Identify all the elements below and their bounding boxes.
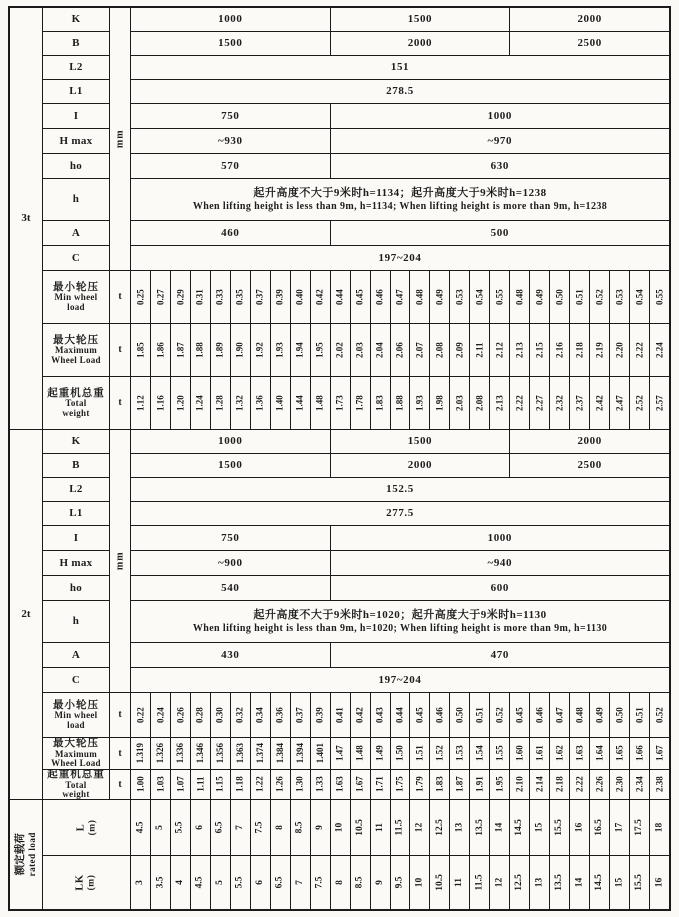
min-wheel-load-value: 0.52 xyxy=(590,271,609,323)
unit-t: t xyxy=(110,324,130,376)
lk-value: 9 xyxy=(371,856,390,909)
dim-a-value: 460 xyxy=(131,221,330,245)
max-wheel-load-value: 2.13 xyxy=(510,324,529,376)
min-wheel-load-value: 0.37 xyxy=(291,693,310,737)
l-value: 14.5 xyxy=(510,800,529,855)
total-weight-value: 1.88 xyxy=(391,377,410,429)
lk-value: 3.5 xyxy=(151,856,170,909)
dim-c-value: 197~204 xyxy=(131,668,669,692)
l-value: 17 xyxy=(610,800,629,855)
unit-t: t xyxy=(110,693,130,737)
dim-h-max-value: ~940 xyxy=(331,551,669,575)
section-label-3t: 3t xyxy=(10,8,42,429)
lk-value: 5 xyxy=(211,856,230,909)
l-value: 16.5 xyxy=(590,800,609,855)
min-wheel-load-value: 0.54 xyxy=(470,271,489,323)
row-label-lk: LK (m) xyxy=(43,856,130,909)
total-weight-value: 2.34 xyxy=(630,770,649,799)
rated-load-label: 额定载荷 rated load xyxy=(10,800,42,909)
param-ho: ho xyxy=(43,576,109,600)
max-wheel-load-value: 1.49 xyxy=(371,738,390,769)
max-wheel-load-value: 2.08 xyxy=(430,324,449,376)
max-wheel-load-value: 1.92 xyxy=(251,324,270,376)
max-wheel-load-value: 1.401 xyxy=(311,738,330,769)
dim-ho-value: 600 xyxy=(331,576,669,600)
l-value: 7.5 xyxy=(251,800,270,855)
min-wheel-load-value: 0.42 xyxy=(351,693,370,737)
total-weight-value: 2.32 xyxy=(550,377,569,429)
min-wheel-load-value: 0.55 xyxy=(650,271,669,323)
max-wheel-load-value: 2.12 xyxy=(490,324,509,376)
total-weight-value: 1.12 xyxy=(131,377,150,429)
total-weight-value: 2.13 xyxy=(490,377,509,429)
lk-value: 12.5 xyxy=(510,856,529,909)
lk-value: 3 xyxy=(131,856,150,909)
l-value: 12.5 xyxy=(430,800,449,855)
max-wheel-load-value: 1.63 xyxy=(570,738,589,769)
l-value: 15.5 xyxy=(550,800,569,855)
max-wheel-load-value: 1.50 xyxy=(391,738,410,769)
min-wheel-load-value: 0.45 xyxy=(351,271,370,323)
param-a: A xyxy=(43,221,109,245)
dim-ho-value: 570 xyxy=(131,154,330,178)
min-wheel-load-value: 0.42 xyxy=(311,271,330,323)
l-value: 5 xyxy=(151,800,170,855)
lk-value: 13.5 xyxy=(550,856,569,909)
dim-b-value: 2000 xyxy=(331,32,510,55)
lk-value: 4 xyxy=(171,856,190,909)
max-wheel-load-value: 1.88 xyxy=(191,324,210,376)
l-value: 16 xyxy=(570,800,589,855)
dim-i-value: 750 xyxy=(131,526,330,550)
total-weight-value: 1.44 xyxy=(291,377,310,429)
max-wheel-load-value: 1.374 xyxy=(251,738,270,769)
param-l2: L2 xyxy=(43,478,109,501)
l-value: 12 xyxy=(410,800,429,855)
l-value: 13 xyxy=(450,800,469,855)
lk-value: 9.5 xyxy=(391,856,410,909)
lk-value: 15 xyxy=(610,856,629,909)
param-l2: L2 xyxy=(43,56,109,79)
total-weight-value: 1.95 xyxy=(490,770,509,799)
total-weight-value: 1.40 xyxy=(271,377,290,429)
max-wheel-load-value: 1.356 xyxy=(211,738,230,769)
min-wheel-load-value: 0.49 xyxy=(590,693,609,737)
total-weight-value: 1.16 xyxy=(151,377,170,429)
min-wheel-load-value: 0.50 xyxy=(610,693,629,737)
min-wheel-load-value: 0.48 xyxy=(570,693,589,737)
max-wheel-load-value: 2.20 xyxy=(610,324,629,376)
dim-l1-value: 277.5 xyxy=(131,502,669,525)
total-weight-value: 1.91 xyxy=(470,770,489,799)
crane-spec-table xyxy=(8,6,671,911)
row-label-min-wheel-load: 最小轮压 Min wheel load xyxy=(43,271,109,323)
dim-ho-value: 630 xyxy=(331,154,669,178)
min-wheel-load-value: 0.39 xyxy=(271,271,290,323)
total-weight-value: 2.52 xyxy=(630,377,649,429)
max-wheel-load-value: 1.86 xyxy=(151,324,170,376)
min-wheel-load-value: 0.46 xyxy=(371,271,390,323)
max-wheel-load-value: 2.04 xyxy=(371,324,390,376)
max-wheel-load-value: 1.53 xyxy=(450,738,469,769)
max-wheel-load-value: 2.11 xyxy=(470,324,489,376)
dim-k-value: 1500 xyxy=(331,430,510,453)
total-weight-value: 1.71 xyxy=(371,770,390,799)
max-wheel-load-value: 1.51 xyxy=(410,738,429,769)
max-wheel-load-value: 2.15 xyxy=(530,324,549,376)
row-label-min-wheel-load: 最小轮压 Min wheel load xyxy=(43,693,109,737)
min-wheel-load-value: 0.50 xyxy=(450,693,469,737)
max-wheel-load-value: 1.61 xyxy=(530,738,549,769)
unit-t: t xyxy=(110,738,130,769)
dim-b-value: 2500 xyxy=(510,454,669,477)
max-wheel-load-value: 1.384 xyxy=(271,738,290,769)
dim-h-note: 起升高度不大于9米时h=1134；起升高度大于9米时h=1238 When lifting height is less than 9m, h=1134; When lifting height is more than 9m, h=1238 xyxy=(131,179,669,220)
dim-a-value: 470 xyxy=(331,643,669,667)
max-wheel-load-value: 1.85 xyxy=(131,324,150,376)
total-weight-value: 1.73 xyxy=(331,377,350,429)
total-weight-value: 1.26 xyxy=(271,770,290,799)
l-value: 17.5 xyxy=(630,800,649,855)
unit-mm: mm xyxy=(110,8,130,270)
total-weight-value: 2.22 xyxy=(570,770,589,799)
l-value: 15 xyxy=(530,800,549,855)
total-weight-value: 2.38 xyxy=(650,770,669,799)
l-value: 11.5 xyxy=(391,800,410,855)
min-wheel-load-value: 0.30 xyxy=(211,693,230,737)
dim-l2-value: 152.5 xyxy=(131,478,669,501)
min-wheel-load-value: 0.37 xyxy=(251,271,270,323)
total-weight-value: 1.15 xyxy=(211,770,230,799)
max-wheel-load-value: 1.48 xyxy=(351,738,370,769)
total-weight-value: 2.08 xyxy=(470,377,489,429)
dim-k-value: 1000 xyxy=(131,8,330,31)
total-weight-value: 2.03 xyxy=(450,377,469,429)
max-wheel-load-value: 1.89 xyxy=(211,324,230,376)
l-value: 5.5 xyxy=(171,800,190,855)
lk-value: 10.5 xyxy=(430,856,449,909)
param-l1: L1 xyxy=(43,80,109,103)
param-l1: L1 xyxy=(43,502,109,525)
max-wheel-load-value: 2.03 xyxy=(351,324,370,376)
lk-value: 14 xyxy=(570,856,589,909)
max-wheel-load-value: 2.22 xyxy=(630,324,649,376)
min-wheel-load-value: 0.44 xyxy=(331,271,350,323)
total-weight-value: 1.28 xyxy=(211,377,230,429)
dim-k-value: 1000 xyxy=(131,430,330,453)
min-wheel-load-value: 0.53 xyxy=(610,271,629,323)
min-wheel-load-value: 0.51 xyxy=(470,693,489,737)
dim-i-value: 750 xyxy=(131,104,330,128)
param-a: A xyxy=(43,643,109,667)
total-weight-value: 2.30 xyxy=(610,770,629,799)
row-label-total-weight: 起重机总重 Total weight xyxy=(43,377,109,429)
dim-l2-value: 151 xyxy=(131,56,669,79)
min-wheel-load-value: 0.31 xyxy=(191,271,210,323)
total-weight-value: 1.30 xyxy=(291,770,310,799)
lk-value: 14.5 xyxy=(590,856,609,909)
dim-k-value: 1500 xyxy=(331,8,510,31)
max-wheel-load-value: 2.09 xyxy=(450,324,469,376)
total-weight-value: 1.20 xyxy=(171,377,190,429)
min-wheel-load-value: 0.47 xyxy=(550,693,569,737)
max-wheel-load-value: 1.66 xyxy=(630,738,649,769)
min-wheel-load-value: 0.27 xyxy=(151,271,170,323)
max-wheel-load-value: 1.64 xyxy=(590,738,609,769)
min-wheel-load-value: 0.48 xyxy=(510,271,529,323)
l-value: 10.5 xyxy=(351,800,370,855)
min-wheel-load-value: 0.45 xyxy=(410,693,429,737)
dim-a-value: 500 xyxy=(331,221,669,245)
max-wheel-load-value: 1.90 xyxy=(231,324,250,376)
total-weight-value: 1.11 xyxy=(191,770,210,799)
row-label-max-wheel-load: 最大轮压 Maximum Wheel Load xyxy=(43,324,109,376)
max-wheel-load-value: 1.336 xyxy=(171,738,190,769)
total-weight-value: 1.18 xyxy=(231,770,250,799)
min-wheel-load-value: 0.40 xyxy=(291,271,310,323)
param-i: I xyxy=(43,526,109,550)
l-value: 13.5 xyxy=(470,800,489,855)
min-wheel-load-value: 0.51 xyxy=(570,271,589,323)
param-h: h xyxy=(43,601,109,642)
min-wheel-load-value: 0.53 xyxy=(450,271,469,323)
lk-value: 13 xyxy=(530,856,549,909)
total-weight-value: 2.22 xyxy=(510,377,529,429)
dim-ho-value: 540 xyxy=(131,576,330,600)
min-wheel-load-value: 0.46 xyxy=(430,693,449,737)
dim-a-value: 430 xyxy=(131,643,330,667)
min-wheel-load-value: 0.47 xyxy=(391,271,410,323)
max-wheel-load-value: 2.16 xyxy=(550,324,569,376)
total-weight-value: 1.33 xyxy=(311,770,330,799)
min-wheel-load-value: 0.25 xyxy=(131,271,150,323)
unit-mm: mm xyxy=(110,430,130,692)
dim-h-max-value: ~900 xyxy=(131,551,330,575)
min-wheel-load-value: 0.22 xyxy=(131,693,150,737)
max-wheel-load-value: 2.07 xyxy=(410,324,429,376)
total-weight-value: 1.98 xyxy=(430,377,449,429)
max-wheel-load-value: 1.60 xyxy=(510,738,529,769)
min-wheel-load-value: 0.54 xyxy=(630,271,649,323)
total-weight-value: 1.22 xyxy=(251,770,270,799)
lk-value: 10 xyxy=(410,856,429,909)
min-wheel-load-value: 0.32 xyxy=(231,693,250,737)
min-wheel-load-value: 0.48 xyxy=(410,271,429,323)
min-wheel-load-value: 0.49 xyxy=(430,271,449,323)
max-wheel-load-value: 1.93 xyxy=(271,324,290,376)
min-wheel-load-value: 0.55 xyxy=(490,271,509,323)
param-ho: ho xyxy=(43,154,109,178)
dim-h-max-value: ~970 xyxy=(331,129,669,153)
total-weight-value: 1.83 xyxy=(430,770,449,799)
total-weight-value: 1.79 xyxy=(410,770,429,799)
min-wheel-load-value: 0.41 xyxy=(331,693,350,737)
section-label-2t: 2t xyxy=(10,430,42,799)
min-wheel-load-value: 0.34 xyxy=(251,693,270,737)
max-wheel-load-value: 2.19 xyxy=(590,324,609,376)
max-wheel-load-value: 1.65 xyxy=(610,738,629,769)
dim-b-value: 1500 xyxy=(131,454,330,477)
lk-value: 12 xyxy=(490,856,509,909)
total-weight-value: 1.67 xyxy=(351,770,370,799)
min-wheel-load-value: 0.51 xyxy=(630,693,649,737)
lk-value: 7.5 xyxy=(311,856,330,909)
min-wheel-load-value: 0.24 xyxy=(151,693,170,737)
l-value: 6.5 xyxy=(211,800,230,855)
param-i: I xyxy=(43,104,109,128)
param-k: K xyxy=(43,430,109,453)
min-wheel-load-value: 0.49 xyxy=(530,271,549,323)
total-weight-value: 1.87 xyxy=(450,770,469,799)
max-wheel-load-value: 1.67 xyxy=(650,738,669,769)
lk-value: 16 xyxy=(650,856,669,909)
l-value: 4.5 xyxy=(131,800,150,855)
lk-value: 15.5 xyxy=(630,856,649,909)
min-wheel-load-value: 0.39 xyxy=(311,693,330,737)
max-wheel-load-value: 1.94 xyxy=(291,324,310,376)
dim-k-value: 2000 xyxy=(510,8,669,31)
max-wheel-load-value: 1.62 xyxy=(550,738,569,769)
max-wheel-load-value: 2.18 xyxy=(570,324,589,376)
l-value: 7 xyxy=(231,800,250,855)
dim-h-max-value: ~930 xyxy=(131,129,330,153)
total-weight-value: 2.47 xyxy=(610,377,629,429)
total-weight-value: 1.07 xyxy=(171,770,190,799)
total-weight-value: 1.03 xyxy=(151,770,170,799)
min-wheel-load-value: 0.50 xyxy=(550,271,569,323)
min-wheel-load-value: 0.36 xyxy=(271,693,290,737)
min-wheel-load-value: 0.28 xyxy=(191,693,210,737)
min-wheel-load-value: 0.52 xyxy=(490,693,509,737)
unit-t: t xyxy=(110,271,130,323)
total-weight-value: 2.57 xyxy=(650,377,669,429)
dim-b-value: 2500 xyxy=(510,32,669,55)
dim-i-value: 1000 xyxy=(331,104,669,128)
unit-t: t xyxy=(110,377,130,429)
lk-value: 5.5 xyxy=(231,856,250,909)
total-weight-value: 1.63 xyxy=(331,770,350,799)
max-wheel-load-value: 1.55 xyxy=(490,738,509,769)
row-label-l: L (m) xyxy=(43,800,130,855)
param-c: C xyxy=(43,246,109,270)
total-weight-value: 1.24 xyxy=(191,377,210,429)
param-h-max: H max xyxy=(43,551,109,575)
max-wheel-load-value: 2.06 xyxy=(391,324,410,376)
row-label-total-weight: 起重机总重 Total weight xyxy=(43,770,109,799)
lk-value: 6 xyxy=(251,856,270,909)
l-value: 14 xyxy=(490,800,509,855)
dim-b-value: 1500 xyxy=(131,32,330,55)
min-wheel-load-value: 0.44 xyxy=(391,693,410,737)
total-weight-value: 1.00 xyxy=(131,770,150,799)
lk-value: 8.5 xyxy=(351,856,370,909)
max-wheel-load-value: 1.47 xyxy=(331,738,350,769)
max-wheel-load-value: 1.326 xyxy=(151,738,170,769)
min-wheel-load-value: 0.46 xyxy=(530,693,549,737)
l-value: 8.5 xyxy=(291,800,310,855)
row-label-max-wheel-load: 最大轮压 Maximum Wheel Load xyxy=(43,738,109,769)
min-wheel-load-value: 0.43 xyxy=(371,693,390,737)
l-value: 8 xyxy=(271,800,290,855)
max-wheel-load-value: 1.87 xyxy=(171,324,190,376)
min-wheel-load-value: 0.29 xyxy=(171,271,190,323)
unit-t: t xyxy=(110,770,130,799)
dim-i-value: 1000 xyxy=(331,526,669,550)
l-value: 11 xyxy=(371,800,390,855)
param-h: h xyxy=(43,179,109,220)
min-wheel-load-value: 0.33 xyxy=(211,271,230,323)
total-weight-value: 1.32 xyxy=(231,377,250,429)
min-wheel-load-value: 0.35 xyxy=(231,271,250,323)
l-value: 10 xyxy=(331,800,350,855)
total-weight-value: 2.27 xyxy=(530,377,549,429)
dim-c-value: 197~204 xyxy=(131,246,669,270)
total-weight-value: 2.14 xyxy=(530,770,549,799)
total-weight-value: 1.93 xyxy=(410,377,429,429)
lk-value: 11 xyxy=(450,856,469,909)
l-value: 18 xyxy=(650,800,669,855)
lk-value: 11.5 xyxy=(470,856,489,909)
max-wheel-load-value: 1.363 xyxy=(231,738,250,769)
lk-value: 6.5 xyxy=(271,856,290,909)
max-wheel-load-value: 1.394 xyxy=(291,738,310,769)
total-weight-value: 1.75 xyxy=(391,770,410,799)
dim-h-note: 起升高度不大于9米时h=1020；起升高度大于9米时h=1130 When lifting height is less than 9m, h=1020; When lifting height is more than 9m, h=1130 xyxy=(131,601,669,642)
min-wheel-load-value: 0.26 xyxy=(171,693,190,737)
max-wheel-load-value: 1.52 xyxy=(430,738,449,769)
total-weight-value: 1.78 xyxy=(351,377,370,429)
max-wheel-load-value: 1.346 xyxy=(191,738,210,769)
lk-value: 7 xyxy=(291,856,310,909)
total-weight-value: 2.26 xyxy=(590,770,609,799)
l-value: 6 xyxy=(191,800,210,855)
total-weight-value: 2.18 xyxy=(550,770,569,799)
l-value: 9 xyxy=(311,800,330,855)
total-weight-value: 2.10 xyxy=(510,770,529,799)
min-wheel-load-value: 0.45 xyxy=(510,693,529,737)
param-b: B xyxy=(43,32,109,55)
total-weight-value: 2.42 xyxy=(590,377,609,429)
dim-b-value: 2000 xyxy=(331,454,510,477)
lk-value: 4.5 xyxy=(191,856,210,909)
param-h-max: H max xyxy=(43,129,109,153)
max-wheel-load-value: 1.319 xyxy=(131,738,150,769)
max-wheel-load-value: 2.02 xyxy=(331,324,350,376)
total-weight-value: 1.36 xyxy=(251,377,270,429)
max-wheel-load-value: 1.95 xyxy=(311,324,330,376)
max-wheel-load-value: 1.54 xyxy=(470,738,489,769)
max-wheel-load-value: 2.24 xyxy=(650,324,669,376)
total-weight-value: 1.83 xyxy=(371,377,390,429)
total-weight-value: 1.48 xyxy=(311,377,330,429)
min-wheel-load-value: 0.52 xyxy=(650,693,669,737)
total-weight-value: 2.37 xyxy=(570,377,589,429)
dim-l1-value: 278.5 xyxy=(131,80,669,103)
param-c: C xyxy=(43,668,109,692)
param-k: K xyxy=(43,8,109,31)
lk-value: 8 xyxy=(331,856,350,909)
param-b: B xyxy=(43,454,109,477)
dim-k-value: 2000 xyxy=(510,430,669,453)
